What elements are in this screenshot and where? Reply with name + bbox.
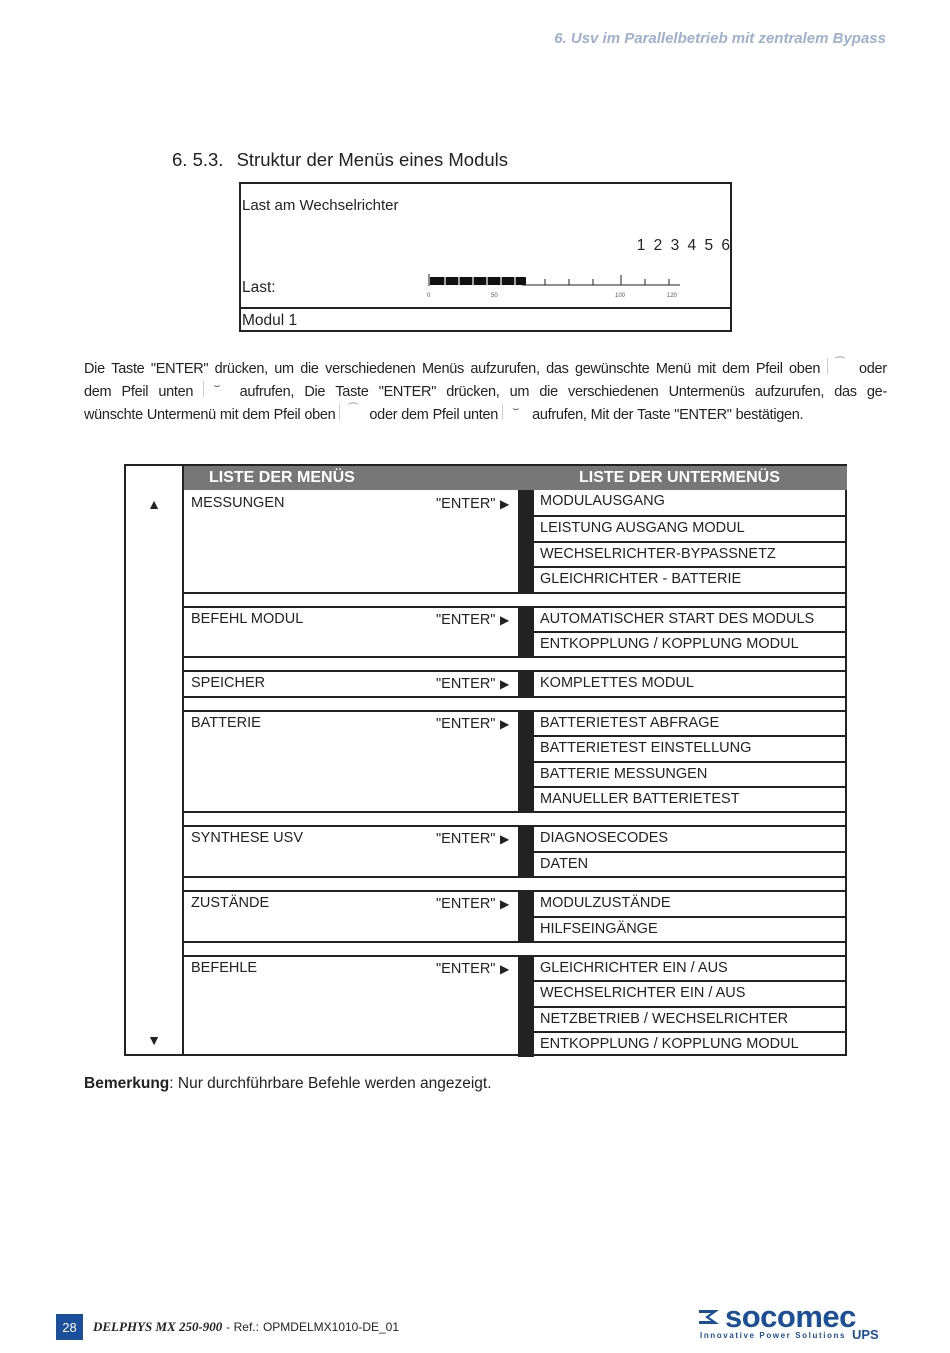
instruction-word: das	[546, 361, 569, 377]
enter-label: "ENTER"	[436, 831, 496, 848]
menu-group	[184, 825, 847, 876]
submenu-item[interactable]: WECHSELRICHTER EIN / AUS	[534, 980, 847, 1005]
scroll-column	[126, 466, 184, 1054]
lcd-load-label: Last:	[242, 279, 276, 296]
socomec-logo	[697, 1299, 887, 1343]
instruction-word: Taste	[111, 361, 145, 377]
instruction-word: oben	[304, 407, 336, 423]
submenu-item[interactable]: BATTERIETEST EINSTELLUNG	[534, 735, 847, 760]
menu-group	[184, 606, 847, 657]
bar-scale-50: 50	[491, 293, 498, 299]
instruction-word: Taste	[335, 384, 369, 400]
enter-arrow-icon: ▶	[500, 497, 510, 511]
instruction-word: Menüs	[421, 361, 464, 377]
menu-item[interactable]: BATTERIE	[191, 714, 261, 731]
menu-group	[184, 890, 847, 941]
remark	[84, 1075, 492, 1093]
instruction-word: oben	[789, 361, 821, 377]
instruction-word: oder	[369, 407, 398, 423]
load-bar-fill	[430, 277, 526, 285]
instruction-line-2	[84, 381, 887, 404]
instruction-word: um	[509, 384, 530, 400]
group-divider-bar	[518, 825, 534, 876]
submenu-item[interactable]: BATTERIE MESSUNGEN	[534, 761, 847, 786]
group-divider-bar	[518, 670, 534, 695]
submenu-item[interactable]: HILFSEINGÄNGE	[534, 916, 847, 941]
instruction-word: drücken,	[446, 384, 500, 400]
arrow-up-key-icon: ⌒	[827, 358, 853, 374]
group-divider-bar	[518, 606, 534, 657]
instruction-word: Taste	[637, 407, 671, 423]
submenu-item[interactable]: BATTERIETEST ABFRAGE	[534, 710, 847, 735]
instruction-word: aufrufen,	[532, 407, 587, 423]
arrow-up-key-icon: ⌒	[339, 404, 365, 420]
instruction-word: oder	[858, 361, 887, 377]
bar-scale-0: 0	[427, 293, 431, 299]
submenu-item[interactable]: DATEN	[534, 851, 847, 876]
enter-label: "ENTER"	[436, 715, 496, 732]
instruction-word: verschiedenen	[568, 384, 659, 400]
logo-tagline: Innovative Power Solutions	[700, 1331, 847, 1340]
instruction-word: mit	[219, 407, 239, 423]
menu-structure-table	[124, 464, 847, 1056]
submenu-item[interactable]: MANUELLER BATTERIETEST	[534, 786, 847, 811]
menu-item[interactable]: BEFEHL MODUL	[191, 610, 304, 627]
group-bottom-line	[184, 696, 847, 698]
enter-arrow-icon: ▶	[500, 716, 510, 731]
submenu-item[interactable]: GLEICHRICHTER EIN / AUS	[534, 955, 847, 980]
menu-item[interactable]: SYNTHESE USV	[191, 830, 303, 847]
document-ref: OPMDELMX1010-DE_01	[262, 1320, 400, 1334]
instruction-word: "ENTER"	[150, 361, 209, 377]
remark-text: : Nur durchführbare Befehle werden angezeigt.	[169, 1075, 492, 1092]
enter-label: "ENTER"	[436, 896, 496, 913]
instruction-word: unten	[158, 384, 194, 400]
instruction-word: Pfeil	[121, 384, 149, 400]
instruction-word: aufrufen,	[239, 384, 295, 400]
group-bottom-line	[184, 592, 847, 594]
instruction-word: Pfeil	[755, 361, 783, 377]
instruction-word: Mit	[590, 407, 610, 423]
remark-label: Bemerkung	[84, 1075, 170, 1092]
bar-scale-120: 120	[667, 293, 678, 299]
menu-group	[184, 670, 847, 695]
header-submenus: LISTE DER UNTERMENÜS	[579, 469, 780, 486]
menu-item[interactable]: BEFEHLE	[191, 960, 258, 976]
chapter-title: 6. Usv im Parallelbetrieb mit zentralem Bypass	[554, 30, 886, 47]
instruction-word: dem	[401, 407, 429, 423]
instruction-word: "ENTER"	[674, 407, 732, 423]
instruction-word: wünschte	[84, 407, 143, 423]
instruction-word: ge-	[866, 384, 887, 400]
product-name: DELPHYS MX 250-900	[93, 1319, 223, 1334]
up-arrow-icon: ▲	[147, 496, 161, 512]
section-number: 6. 5.3.	[172, 149, 224, 170]
enter-label: "ENTER"	[436, 961, 496, 977]
lcd-line1: Last am Wechselrichter	[242, 197, 399, 214]
logo-mark-icon	[697, 1306, 725, 1332]
submenu-item[interactable]: LEISTUNG AUSGANG MODUL	[534, 515, 847, 540]
group-bottom-line	[184, 811, 847, 813]
instruction-word: Die	[304, 384, 326, 400]
arrow-down-key-icon: ⌣	[502, 404, 528, 420]
instruction-word: die	[539, 384, 558, 400]
instruction-word: bestätigen.	[735, 407, 804, 423]
load-bargraph	[427, 270, 697, 300]
lcd-module-label: Modul 1	[242, 312, 298, 329]
menu-group	[184, 955, 847, 1057]
instruction-word: Untermenüs	[668, 384, 745, 400]
instruction-word: unten	[463, 407, 499, 423]
group-bottom-line	[184, 656, 847, 658]
instruction-word: drücken,	[214, 361, 268, 377]
header-menus: LISTE DER MENÜS	[209, 469, 355, 486]
menu-group	[184, 710, 847, 812]
page-footer	[56, 1314, 399, 1340]
logo-name: socomec	[725, 1299, 856, 1334]
group-divider-bar	[518, 710, 534, 812]
instruction-word: um	[274, 361, 294, 377]
enter-label: "ENTER"	[436, 496, 496, 512]
instruction-word: Untermenü	[146, 407, 216, 423]
instruction-paragraph	[84, 358, 887, 427]
enter-arrow-icon: ▶	[500, 897, 510, 912]
enter-label: "ENTER"	[436, 676, 496, 693]
logo-ups: UPS	[852, 1327, 879, 1342]
group-divider-bar	[518, 955, 534, 1057]
submenu-item[interactable]: KOMPLETTES MODUL	[534, 670, 847, 695]
instruction-word: mit	[697, 361, 716, 377]
arrow-down-key-icon: ⌣	[203, 381, 229, 397]
bar-scale-100: 100	[615, 293, 626, 299]
submenu-item[interactable]: DIAGNOSECODES	[534, 825, 847, 850]
group-bottom-line	[184, 941, 847, 943]
enter-arrow-icon: ▶	[500, 612, 510, 627]
instruction-line-1	[84, 358, 887, 381]
lcd-display	[239, 182, 732, 332]
menu-item[interactable]: ZUSTÄNDE	[191, 895, 270, 912]
instruction-word: Menü	[655, 361, 691, 377]
menu-group	[184, 490, 847, 592]
ref-label: - Ref.:	[226, 1320, 259, 1334]
instruction-word: dem	[242, 407, 270, 423]
instruction-word: aufzurufen,	[754, 384, 825, 400]
instruction-word: verschiedenen	[325, 361, 416, 377]
instruction-line-3	[84, 404, 887, 427]
instruction-word: dem	[84, 384, 112, 400]
instruction-word: die	[300, 361, 319, 377]
group-divider-bar	[518, 490, 534, 592]
submenu-item[interactable]: ENTKOPPLUNG / KOPPLUNG MODUL	[534, 631, 847, 656]
group-bottom-line	[184, 876, 847, 878]
enter-arrow-icon: ▶	[500, 962, 510, 976]
instruction-word: der	[613, 407, 634, 423]
submenu-item[interactable]: NETZBETRIEB / WECHSELRICHTER	[534, 1006, 847, 1031]
enter-arrow-icon: ▶	[500, 677, 510, 692]
menu-item[interactable]: MESSUNGEN	[191, 495, 285, 511]
section-heading	[172, 149, 508, 171]
page-number: 28	[56, 1314, 83, 1340]
lcd-separator	[241, 307, 730, 309]
submenu-item[interactable]: GLEICHRICHTER - BATTERIE	[534, 566, 847, 591]
enter-arrow-icon: ▶	[500, 832, 510, 847]
instruction-word: "ENTER"	[378, 384, 437, 400]
lcd-module-digits: 1 2 3 4 5 6	[636, 237, 730, 254]
submenu-item[interactable]: AUTOMATISCHER START DES MODULS	[534, 606, 847, 631]
submenu-item[interactable]: MODULAUSGANG	[540, 493, 665, 509]
instruction-word: Pfeil	[432, 407, 460, 423]
submenu-item[interactable]: WECHSELRICHTER-BYPASSNETZ	[534, 541, 847, 566]
submenu-item[interactable]: MODULZUSTÄNDE	[534, 890, 847, 915]
group-divider-bar	[518, 890, 534, 941]
instruction-word: Die	[84, 361, 105, 377]
section-title: Struktur der Menüs eines Moduls	[236, 149, 509, 170]
table-header	[184, 466, 847, 490]
submenu-item[interactable]: ENTKOPPLUNG / KOPPLUNG MODUL	[534, 1031, 847, 1056]
enter-label: "ENTER"	[436, 611, 496, 628]
instruction-word: Pfeil	[273, 407, 301, 423]
down-arrow-icon: ▼	[147, 1032, 161, 1048]
instruction-word: das	[834, 384, 857, 400]
menu-item[interactable]: SPEICHER	[191, 675, 266, 692]
instruction-word: aufzurufen,	[470, 361, 540, 377]
instruction-word: dem	[722, 361, 750, 377]
instruction-word: gewünschte	[575, 361, 650, 377]
